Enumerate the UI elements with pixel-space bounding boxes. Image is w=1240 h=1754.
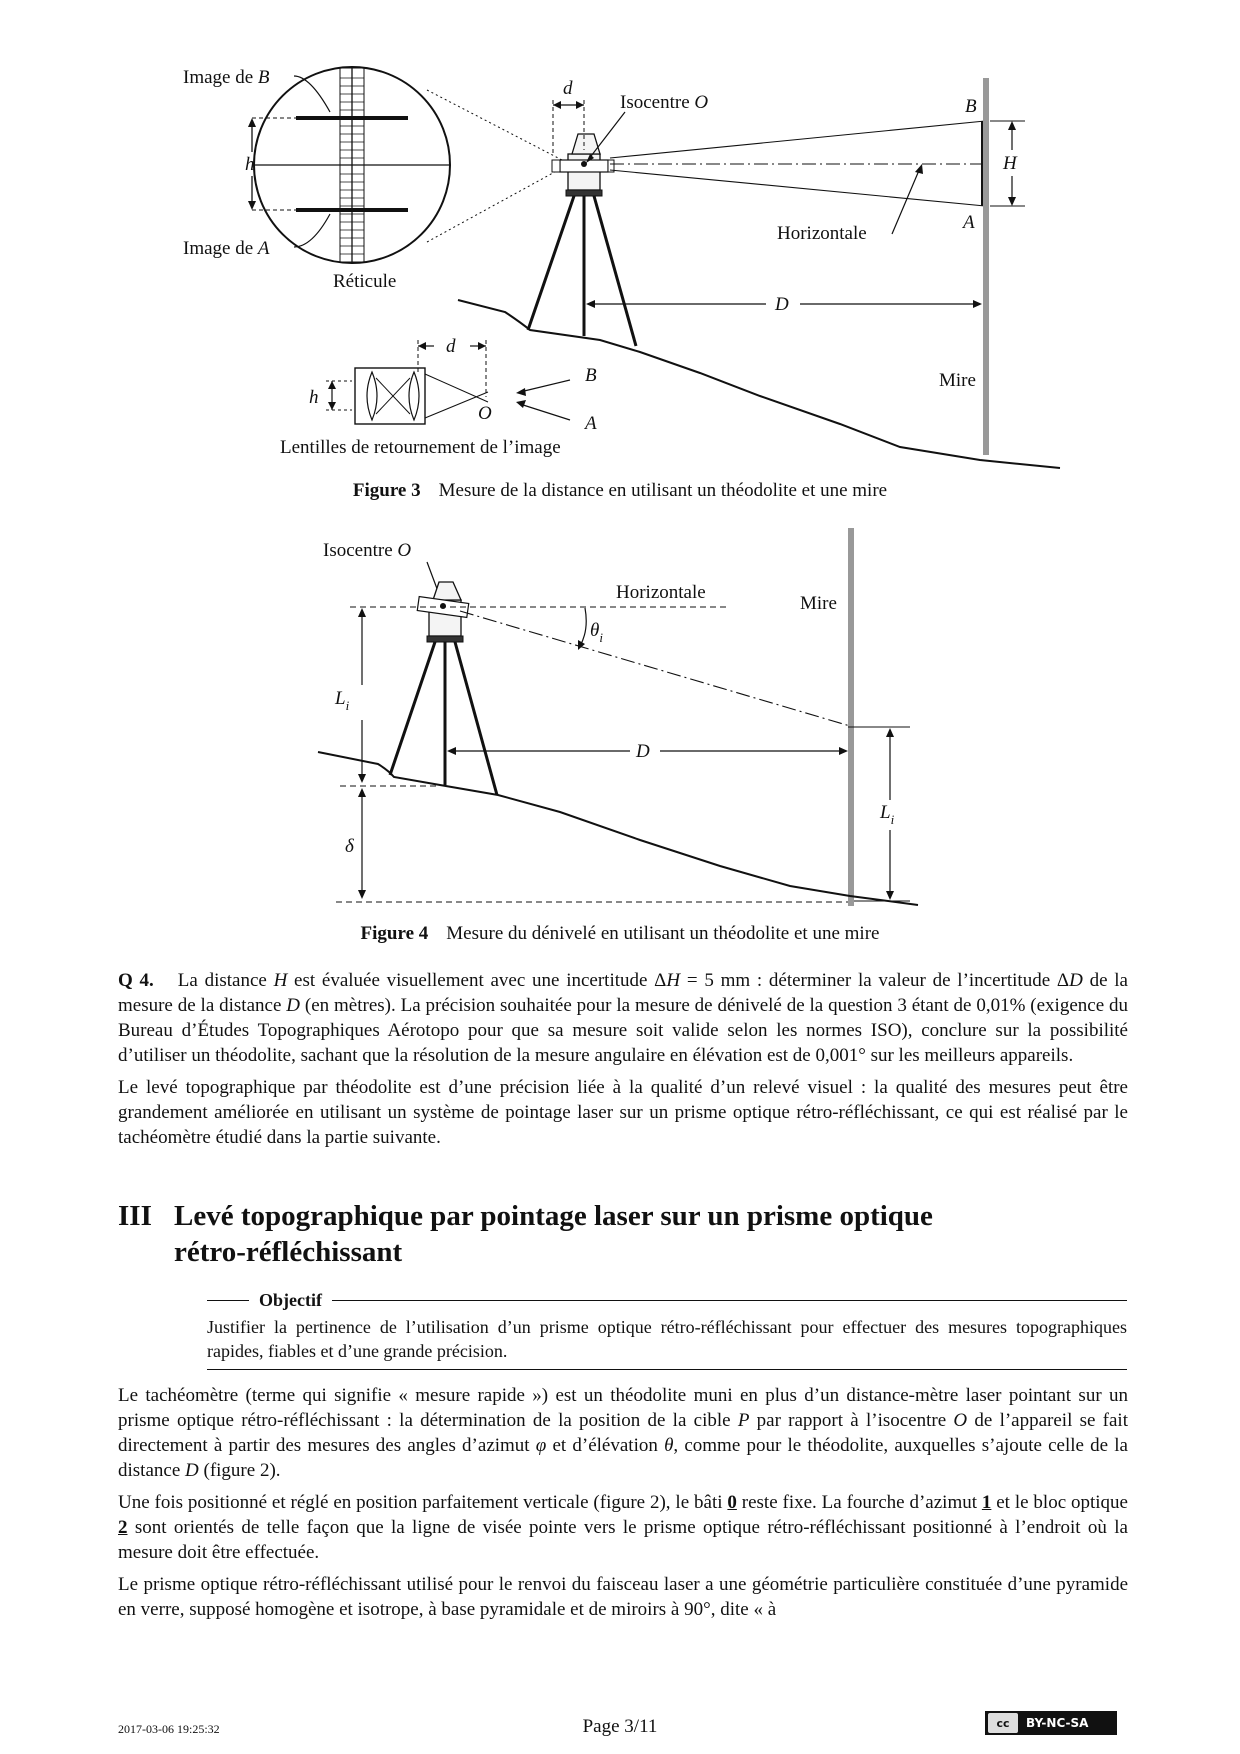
figure-4-caption-text: Mesure du dénivelé en utilisant un théodolite et une mire xyxy=(446,923,880,944)
question-4: Q 4. La distance H est évaluée visuellement avec une incertitude ΔH = 5 mm : déterminer la valeur de l’incertitude ΔD de la mesure de la distance D (en mètres). La précision souhaitée pour la mesure de dénivelé de la question 3 étant de 0,01% (exigence du Bureau d’Études Topographiques Aérotopo pour que sa mesure soit valide selon les normes ISO), conclure sur la possibilité d’utiliser un théodolite, sachant que la résolution de la mesure angulaire en élévation est de 0,001° sur les meilleurs appareils. xyxy=(118,970,1129,1066)
body-top xyxy=(118,968,1128,1157)
label-mire-3: Mire xyxy=(939,370,976,391)
paragraph-leve: Le levé topographique par théodolite est d’une précision liée à la qualité d’un relevé visuel : la qualité des mesures peut être grandement améliorée en utilisant un système de pointage laser sur un prisme optique rétro-réfléchissant, ce qui est réalisé par le tachéomètre étudié dans la partie suivante. xyxy=(118,1077,1128,1148)
label-big-d-3: D xyxy=(775,294,789,315)
footer-date: 2017-03-06 19:25:32 xyxy=(118,1722,220,1736)
mire-staff-3 xyxy=(983,78,989,455)
label-point-a: A xyxy=(963,212,975,233)
label-isocentre-4: Isocentre O xyxy=(323,540,412,561)
section-3-heading xyxy=(118,1198,1128,1270)
objective-title: Objectif xyxy=(259,1290,322,1310)
label-point-b: B xyxy=(965,96,977,117)
label-mire-4: Mire xyxy=(800,593,837,614)
label-lens-d: d xyxy=(446,336,456,357)
figure-4-caption xyxy=(0,923,1240,945)
label-reticule: Réticule xyxy=(333,271,397,292)
label-theta: $\theta_i$ xyxy=(590,620,603,645)
body-bottom xyxy=(118,1383,1128,1629)
section-title-line2: rétro-réfléchissant xyxy=(174,1236,403,1268)
section-number: III xyxy=(118,1200,152,1232)
theodolite xyxy=(528,134,636,346)
figure-3-caption-label: Figure 3 xyxy=(352,480,421,501)
label-li-right: $L_i$ xyxy=(880,802,895,827)
label-delta: δ xyxy=(345,836,354,857)
figure-3 xyxy=(0,0,1240,480)
label-li-left: $L_i$ xyxy=(335,688,350,713)
label-lens-b: B xyxy=(585,365,597,386)
section-title-line1: Levé topographique par pointage laser sur un prisme optique xyxy=(174,1200,933,1232)
label-isocentre-3: Isocentre O xyxy=(620,92,709,113)
reticle xyxy=(248,67,562,263)
label-image-b: Image de B xyxy=(183,67,270,88)
figure-4 xyxy=(0,520,1240,930)
label-lens-o: O xyxy=(478,403,492,424)
label-horizontale-4: Horizontale xyxy=(616,582,706,603)
figure-3-caption-text: Mesure de la distance en utilisant un théodolite et une mire xyxy=(438,480,888,501)
sight-lines xyxy=(610,121,985,206)
dimension-li-left xyxy=(336,608,848,902)
ground-4 xyxy=(318,752,918,905)
label-d-top: d xyxy=(563,78,573,99)
question-4-label: Q 4. xyxy=(118,970,154,991)
paragraph-une-fois: Une fois positionné et réglé en position parfaitement verticale (figure 2), le bâti 0 reste fixe. La fourche d’azimut 1 et le bloc optique 2 sont orientés de telle façon que la ligne de visée pointe vers le prisme optique rétro-réfléchissant positionné à l’endroit où la mesure doit être effectuée. xyxy=(118,1492,1128,1563)
license-text: BY-NC-SA xyxy=(1026,1716,1089,1730)
label-h: h xyxy=(245,154,255,175)
cc-icon: cc xyxy=(988,1713,1018,1733)
label-lentilles: Lentilles de retournement de l’image xyxy=(280,437,561,458)
figure-3-caption xyxy=(0,480,1240,502)
label-lens-a: A xyxy=(585,413,597,434)
theodolite-4 xyxy=(390,582,497,795)
figure-4-caption-label: Figure 4 xyxy=(360,923,429,944)
label-lens-h: h xyxy=(309,387,319,408)
label-big-h: H xyxy=(1003,153,1017,174)
paragraph-prisme: Le prisme optique rétro-réfléchissant utilisé pour le renvoi du faisceau laser a une géométrie particulière constituée d’une pyramide en verre, supposé homogène et isotrope, à base pyramidale et de miroirs à 90°, dite « à xyxy=(118,1574,1128,1620)
footer-page-number: Page 3/11 xyxy=(582,1716,658,1737)
label-big-d-4: D xyxy=(636,741,650,762)
label-image-a: Image de A xyxy=(183,238,270,259)
mire-staff-4 xyxy=(848,528,854,906)
license-badge xyxy=(985,1711,1117,1735)
objective-box xyxy=(207,1290,1127,1370)
paragraph-tacheometre: Le tachéomètre (terme qui signifie « mesure rapide ») est un théodolite muni en plus d’un distance-mètre laser pointant sur un prisme optique rétro-réfléchissant : la détermination de la position de la cible P par rapport à l’isocentre O de l’appareil se fait directement à partir des mesures des angles d’azimut φ et d’élévation θ, comme pour le théodolite, auxquelles s’ajoute celle de la distance D (figure 2). xyxy=(118,1385,1128,1481)
objective-text: Justifier la pertinence de l’utilisation d’un prisme optique rétro-réfléchissant pour effectuer des mesures topographiques rapides, fiables et d’une grande précision. xyxy=(207,1311,1127,1370)
label-horizontale-3: Horizontale xyxy=(777,223,867,244)
